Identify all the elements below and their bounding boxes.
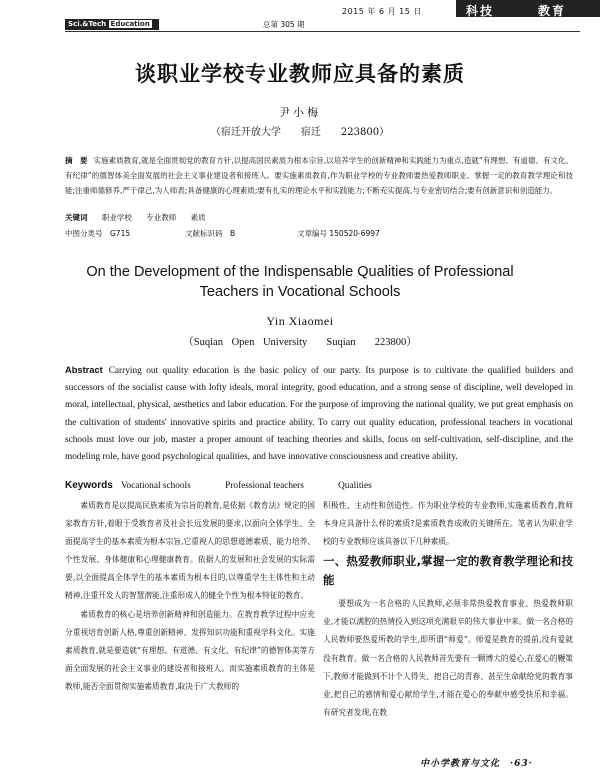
body-column-right xyxy=(323,497,573,722)
keywords-label: 关键词 xyxy=(65,213,88,222)
section-label-education: Education xyxy=(110,20,150,28)
chinese-abstract xyxy=(65,153,573,198)
article-number: 文章编号 150520-6997 xyxy=(297,229,380,238)
document-code: 文献标识码 B xyxy=(185,229,236,238)
body-paragraph: 素质教育的核心是培养创新精神和创造能力。在教育教学过程中应充分重视培育创新人格,尊重创新精神、发挥知识功能和重视学科文化。实施素质教育,就是要造就“有理想、有道德、有文化、有纪律”的德智体美等方面全面发展的社会主义事业的建设者和接班人。而实施素质教育的主体是教师,能否全面贯彻实施素质教育,取决于广大教师的 xyxy=(65,609,315,691)
english-keywords xyxy=(65,480,404,491)
english-title-line-1: On the Development of the Indispensable Qualities of Professional xyxy=(86,264,514,280)
english-abstract-label: Abstract xyxy=(65,365,103,375)
section-label-jiaoyu: 教育 xyxy=(538,4,567,18)
author-name: 尹小梅 xyxy=(279,106,321,119)
body-column-left xyxy=(65,497,315,696)
body-paragraph: 要想成为一名合格的人民教师,必须非常热爱教育事业、热爱教师职业,才能以满腔的热情投入到这项充满艰辛的伟大事业中来。做一名合格的人民教师要热爱所教的学生,即所谓“师爱”。师爱是教育的提前,没有爱就没有教育。做一名合格的人民教师首先要有一颗博大的爱心,在爱心的鞭策下,教师才能做到不计个人得失、把自己的青春、甚至生命献给党的教育事业,把自己的感情和爱心献给学生,才能在爱心的奉献中感受快乐和幸福。有研究者发现,在教 xyxy=(323,599,573,717)
keyword-item: 专业教师 xyxy=(146,213,177,222)
body-paragraph: 素质教育是以提高民族素质为宗旨的教育,是依据《教育法》规定的国家教育方针,着眼于受教育者及社会长远发展的要求,以面向全体学生、全面提高学生的基本素质为根本宗旨,它重视人的思想道德素质、能力培养、个性发展、身体健康和心理健康教育。依据人的发展和社会发展的实际需要,以全面提高全体学生的基本素质为根本目的,以尊重学生主体性和主动精神,注重开发人的智慧潜能,注重形成人的健全个性为根本特征的教育。 xyxy=(65,501,315,601)
english-affiliation: （Suqian Open University Suqian 223800） xyxy=(183,337,417,348)
english-keyword-item: Vocational schools xyxy=(120,481,191,491)
english-title xyxy=(0,262,600,302)
abstract-text: 实施素质教育,就是全面贯彻党的教育方针,以提高国民素质为根本宗旨,以培养学生的创新精神和实践能力为重点,造就“有理想、有道德、有文化、有纪律”的德智体美全面发展的社会主义事业建设者和接班人。要实施素质教育,作为职业学校的专业教师要热爱教师职业、掌握一定的教育教学理论和技能;注重师德修养,严于律己,为人师表;具备健康的心理素质;要有扎实的理论水平和实践能力;不断充实提高,与专业密切结合;要有创新意识和创造能力。 xyxy=(65,156,573,195)
section-label-keji: 科技 xyxy=(466,4,495,18)
abstract-label: 摘 要 xyxy=(65,156,88,165)
keyword-item: 素质 xyxy=(190,213,206,222)
english-title-line-2: Teachers in Vocational Schools xyxy=(199,284,401,300)
issue-number: 总第 305 期 xyxy=(263,20,305,29)
english-abstract xyxy=(65,362,573,466)
section-heading: 一、热爱教师职业,掌握一定的教育教学理论和技能 xyxy=(323,554,573,588)
english-keywords-label: Keywords xyxy=(65,480,113,491)
keyword-item: 职业学校 xyxy=(101,213,132,222)
body-paragraph-continued: 积极性、主动性和创造性。作为职业学校的专业教师,实施素质教育,教师本身应具备什么样的素质?是素质教育成败的关键所在。笔者认为职业学校的专业教师应该具备以下几种素质。 xyxy=(323,501,573,547)
author-affiliation: （宿迁开放大学 宿迁 223800） xyxy=(210,127,390,138)
english-keyword-item: Professional teachers xyxy=(225,481,304,491)
page-title: 谈职业学校专业教师应具备的素质 xyxy=(135,62,465,86)
clc-number: 中图分类号 G715 xyxy=(65,229,131,238)
section-banner-right xyxy=(456,0,600,17)
section-label-scitech: Sci.&Tech xyxy=(68,20,107,28)
english-abstract-text: Carrying out quality education is the basic policy of our party. Its purpose is to cultivate the qualified builders and successors of the socialist cause with lofty ideals, moral integrity, good education, and a strong sense of discipline, well developed in moral, intellectual, physical, aesthetics and labor education. For the purpose of improving the national quality, we put great emphasis on the cultivation of students' innovative spirits and practice ability. To carry out quality education, professional teachers in vocational schools must love our job, master a proper amount of teaching theories and skills, focus on self-cultivation, self-discipline, and the modeling role, have good psychological qualities, and have innovative consciousness and creative ability. xyxy=(65,366,573,463)
header-rule xyxy=(65,31,580,32)
english-keyword-item: Qualities xyxy=(338,481,372,491)
issue-date: 2015 年 6 月 15 日 xyxy=(342,7,422,16)
section-banner-left xyxy=(65,19,159,30)
chinese-keywords xyxy=(65,212,218,223)
english-author: Yin Xiaomei xyxy=(266,314,334,328)
page-footer: 中小学教育与文化 ·63· xyxy=(420,759,533,769)
